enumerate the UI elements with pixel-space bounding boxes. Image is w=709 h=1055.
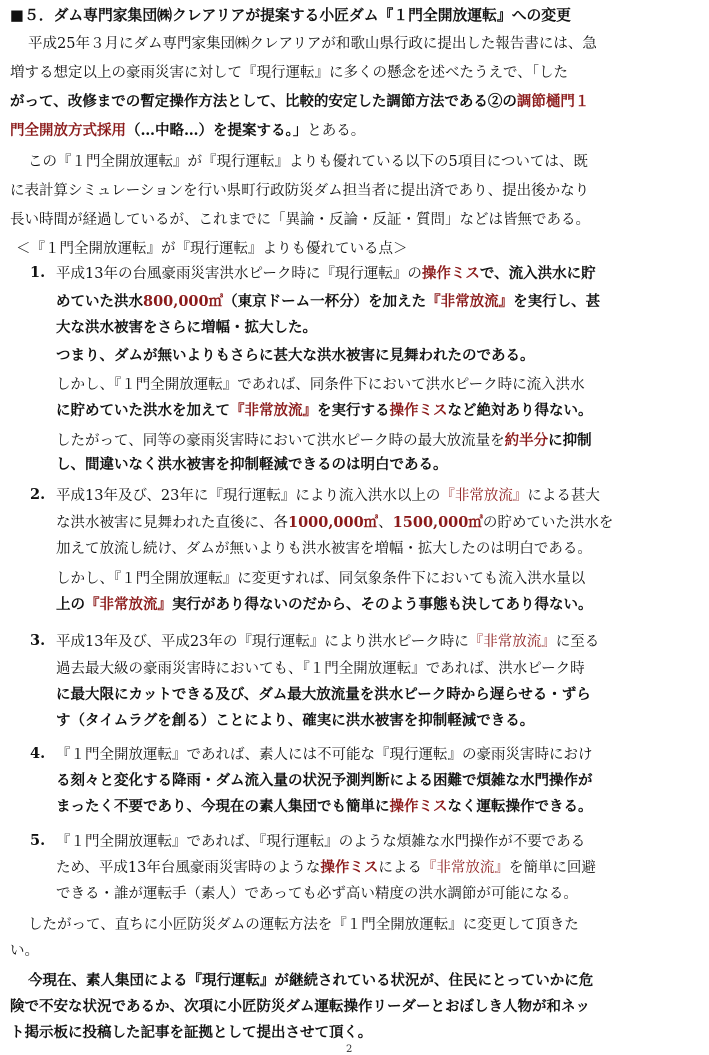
- intro-line-4-bold: （…中略…）を提案する。」: [126, 122, 308, 139]
- item-2-line-2: [56, 513, 613, 533]
- item-2-volume-1: 1000,000㎥: [288, 514, 379, 531]
- item-1-line-2: [56, 292, 600, 312]
- item-4-line-3-a: まったく不要であり、今現在の素人集団でも簡単に: [56, 798, 390, 815]
- item-2-line-1: [56, 486, 600, 506]
- item-5-line-1: 『１門全開放運転』であれば、『現行運転』のような煩雑な水門操作が不要である: [56, 834, 586, 850]
- item-3-line-1-b: に至る: [555, 634, 600, 650]
- item-2-line-2-c: の貯めていた洪水を: [482, 515, 614, 531]
- item-5-line-2-a: ため、平成13年台風豪雨災害時のような: [56, 860, 321, 876]
- item-1-line-2-c: を実行し、甚: [513, 293, 601, 310]
- item-1-sub-2-b: を実行する: [317, 402, 390, 419]
- advantages-subheading: ＜『１門全開放運転』が『現行運転』よりも優れている点＞: [16, 241, 408, 257]
- intro-line-4: [10, 121, 365, 141]
- item-1-sub-2-a: に貯めていた洪水を加えて: [56, 402, 230, 419]
- item-5-line-2: [56, 858, 596, 878]
- final-line-2: 険で不安な状況であるか、次項に小匠防災ダム運転操作リーダーとおぼしき人物が和ネッ: [10, 998, 590, 1015]
- item-2-line-2-a: な洪水被害に見舞われた直後に、各: [56, 515, 288, 531]
- item-3-line-1-emphasis: 『非常放流』: [468, 634, 556, 650]
- intro-line-3: [10, 92, 589, 112]
- item-5-line-2-emphasis: 操作ミス: [320, 859, 379, 876]
- item-1-emergency-release: 『非常放流』: [426, 293, 514, 310]
- item-1-sub-2-line-2: [56, 401, 593, 421]
- item-2-line-1-emphasis: 『非常放流』: [440, 488, 528, 504]
- item-2-sub-emphasis: 『非常放流』: [85, 596, 172, 613]
- item-3-line-4: す（タイムラグを創る）ことにより、確実に洪水被害を抑制軽減できる。: [56, 712, 535, 729]
- item-1-sub-2-emphasis-2: 操作ミス: [389, 402, 448, 419]
- item-1-line-1-a: 平成13年の台風豪雨災害洪水ピーク時に『現行運転』の: [56, 266, 422, 282]
- item-2-line-3: 加えて放流し続け、ダムが無いよりも洪水被害を増幅・拡大したのは明白である。: [56, 541, 592, 557]
- item-1-sub-2-emphasis: 『非常放流』: [230, 402, 317, 419]
- para2-line-2: に表計算シミュレーションを行い県町行政防災ダム担当者に提出済であり、提出後かなり: [10, 183, 590, 199]
- item-2-number: 2.: [30, 486, 46, 503]
- item-1-line-2-b: （東京ドーム一杯分）を加えた: [223, 293, 427, 310]
- item-4-line-1: 『１門全開放運転』であれば、素人には不可能な『現行運転』の豪雨災害時におけ: [56, 747, 593, 763]
- item-1-sub-3-b: に抑制: [548, 432, 592, 449]
- item-1-sub-2-c: など絶対あり得ない。: [447, 402, 593, 419]
- item-1-line-3: 大な洪水被害をさらに増幅・拡大した。: [56, 319, 317, 336]
- final-line-3: ト掲示板に投稿した記事を証拠として提出させて頂く。: [10, 1024, 373, 1041]
- item-1-sub-3-a: したがって、同等の豪雨災害時において洪水ピーク時の最大放流量を: [56, 433, 505, 449]
- item-2-sub-a: 上の: [56, 596, 85, 613]
- item-4-line-3-b: なく運転操作できる。: [447, 798, 593, 815]
- item-1-sub-3-emphasis: 約半分: [504, 432, 549, 449]
- intro-line-3-emphasis: 調節樋門１: [516, 93, 590, 110]
- conclusion-line-1: したがって、直ちに小匠防災ダムの運転方法を『１門全開放運転』に変更して頂きた: [28, 917, 579, 933]
- item-3-line-3: に最大限にカットできる及び、ダム最大放流量を洪水ピーク時から遅らせる・ずら: [56, 686, 591, 703]
- intro-line-1: 平成25年３月にダム専門家集団㈱クレアリアが和歌山県行政に提出した報告書には、急: [28, 36, 597, 52]
- item-5-line-3: できる・誰が運転手（素人）であっても必ず高い精度の洪水調節が可能になる。: [56, 886, 578, 902]
- para2-line-3: 長い時間が経過しているが、これまでに「異論・反論・反証・質問」などは皆無である。: [10, 212, 590, 228]
- page-number: 2: [346, 1044, 353, 1055]
- final-line-1: 今現在、素人集団による『現行運転』が継続されている状況が、住民にとっていかに危: [28, 972, 594, 989]
- item-3-line-1: [56, 632, 599, 652]
- item-1-line-1-emphasis: 操作ミス: [421, 265, 480, 282]
- conclusion-line-2: い。: [10, 943, 39, 959]
- para2-line-1: この『１門全開放運転』が『現行運転』よりも優れている以下の5項目については、既: [28, 154, 588, 170]
- item-2-line-1-a: 平成13年及び、23年に『現行運転』により流入洪水以上の: [56, 488, 441, 504]
- item-1-sub-2-line-1: しかし、『１門全開放運転』であれば、同条件下において洪水ピーク時に流入洪水: [56, 377, 585, 393]
- intro-line-3-text: がって、改修までの暫定操作方法として、比較的安定した調節方法である②の: [10, 93, 517, 110]
- intro-line-2: 増する想定以上の豪雨災害に対して『現行運転』に多くの懸念を述べたうえで、「した: [10, 65, 568, 81]
- item-4-line-3-emphasis: 操作ミス: [389, 798, 448, 815]
- item-1-line-1-b: で、流入洪水に貯: [479, 265, 596, 282]
- item-3-line-2: 過去最大級の豪雨災害時においても、『１門全開放運転』であれば、洪水ピーク時: [56, 661, 585, 677]
- item-2-line-1-b: による甚大: [527, 488, 600, 504]
- item-5-number: 5.: [30, 832, 46, 849]
- item-1-number: 1.: [30, 264, 46, 281]
- item-1-line-2-a: めていた洪水: [56, 293, 143, 310]
- item-5-line-2-emphasis-2: 『非常放流』: [421, 860, 509, 876]
- intro-line-4-tail: とある。: [307, 123, 366, 139]
- item-2-sub-line-2: [56, 595, 593, 615]
- item-2-volume-2: 1500,000㎥: [392, 514, 483, 531]
- item-1-sub-1: つまり、ダムが無いよりもさらに甚大な洪水被害に見舞われたのである。: [56, 347, 535, 364]
- item-3-number: 3.: [30, 632, 46, 649]
- item-1-volume: 800,000㎥: [143, 293, 224, 310]
- item-1-line-1: [56, 264, 596, 284]
- item-4-line-2: る刻々と変化する降雨・ダム流入量の状況予測判断による困難で煩雑な水門操作が: [56, 772, 593, 789]
- item-5-line-2-c: を簡単に回避: [508, 860, 596, 876]
- item-2-sub-b: 実行があり得ないのだから、そのよう事態も決してあり得ない。: [172, 596, 593, 613]
- item-2-sub-line-1: しかし、『１門全開放運転』に変更すれば、同気象条件下においても流入洪水量以: [56, 571, 586, 587]
- section-heading: ■５．ダム専門家集団㈱クレアリアが提案する小匠ダム『１門全開放運転』への変更: [10, 7, 571, 24]
- intro-line-4-emphasis: 門全開放方式採用: [10, 122, 126, 139]
- item-2-line-2-sep: 、: [378, 515, 393, 531]
- item-1-sub-3-line-1: [56, 431, 592, 451]
- item-1-sub-3-line-2: し、間違いなく洪水被害を抑制軽減できるのは明白である。: [56, 456, 448, 473]
- item-4-number: 4.: [30, 745, 46, 762]
- item-4-line-3: [56, 797, 593, 817]
- item-3-line-1-a: 平成13年及び、平成23年の『現行運転』により洪水ピーク時に: [56, 634, 469, 650]
- item-5-line-2-b: による: [378, 860, 422, 876]
